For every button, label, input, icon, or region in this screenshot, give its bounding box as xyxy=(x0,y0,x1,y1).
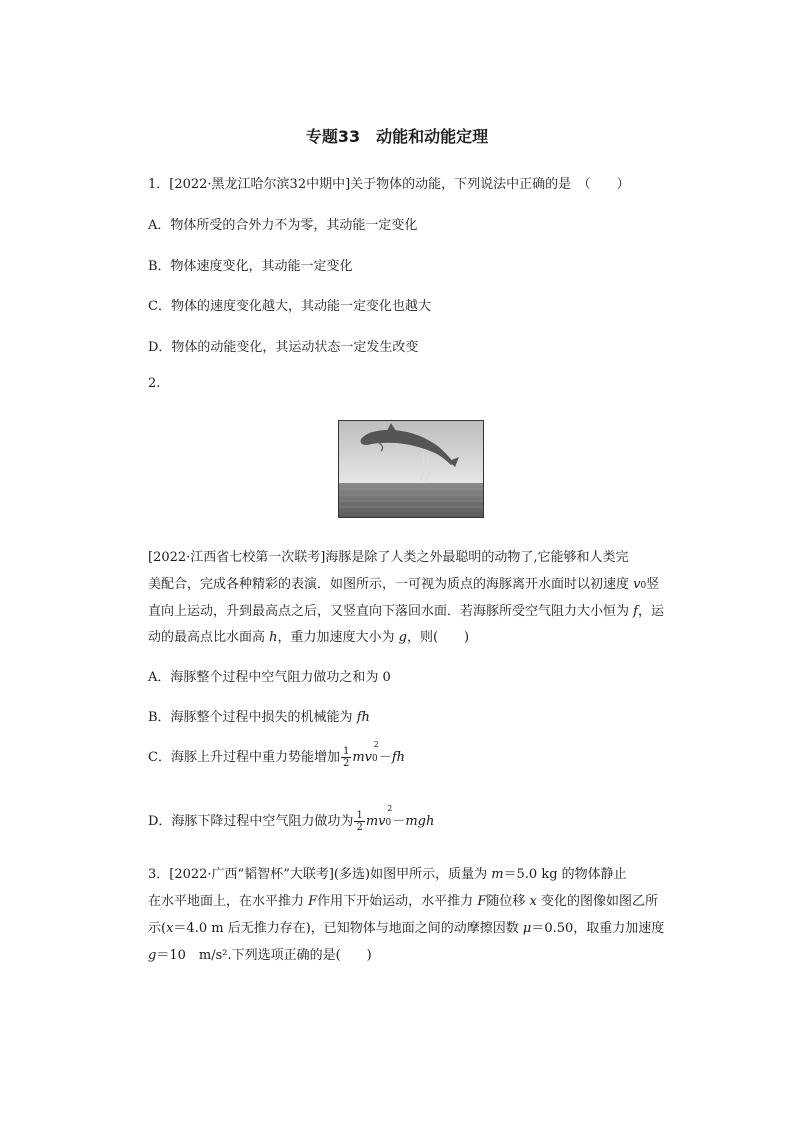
q3-line2 xyxy=(148,890,658,909)
q3-text: 随位移 xyxy=(486,894,530,909)
superscript-2: 2 xyxy=(387,804,393,813)
var-f: f xyxy=(633,604,638,619)
q1-option-d: D．物体的动能变化，其运动状态一定发生改变 xyxy=(148,340,419,355)
q3-text: ＝4.0 m 后无推力存在)，已知物体与地面之间的动摩擦因数 xyxy=(173,921,523,936)
q3-text: 在水平地面上，在水平推力 xyxy=(148,894,309,909)
q2-number: 2. xyxy=(148,376,161,391)
q2-stem-line2 xyxy=(148,573,659,592)
minus-sign: － xyxy=(392,814,406,829)
subscript-0: 0 xyxy=(385,818,392,828)
q2-option-c xyxy=(148,740,406,769)
q2-stem-line3 xyxy=(148,600,664,619)
q1-option-a: A．物体所受的合外力不为零，其动能一定变化 xyxy=(148,218,418,233)
fraction-denominator: 2 xyxy=(342,758,350,769)
minus-sign: － xyxy=(378,750,392,765)
q3-text: 3．[2022·广西“韬智杯”大联考](多选)如图甲所示，质量为 xyxy=(148,867,492,882)
q3-text: 变化的图像如图乙所 xyxy=(536,894,658,909)
superscript-2: 2 xyxy=(373,740,379,749)
q2-option-b-text: B．海豚整个过程中损失的机械能为 xyxy=(148,710,357,725)
q2-option-b xyxy=(148,706,370,725)
q3-text: ＝5.0 kg 的物体静止 xyxy=(503,867,627,882)
q2-stem-text: 竖 xyxy=(646,577,660,592)
var-h: h xyxy=(269,630,278,645)
q1-option-c: C．物体的速度变化越大，其动能一定变化也越大 xyxy=(148,299,431,314)
var-mv: mv xyxy=(352,750,372,765)
q3-text: ＝0.50，取重力加速度 xyxy=(531,921,665,936)
var-m: m xyxy=(491,867,504,882)
var-mu: μ xyxy=(522,921,532,936)
page-title: 专题33 动能和动能定理 xyxy=(305,127,489,146)
dolphin-photo xyxy=(338,420,484,518)
subscript-0: 0 xyxy=(372,754,378,764)
var-F: F xyxy=(308,894,318,909)
q3-line1 xyxy=(148,863,627,882)
fraction-half xyxy=(354,810,364,833)
q2-option-b-expr: fh xyxy=(356,710,370,725)
q1-option-b: B．物体速度变化，其动能一定变化 xyxy=(148,259,353,274)
var-v: v xyxy=(633,577,641,592)
q3-line4 xyxy=(148,944,372,963)
q3-text: ＝10 m/s².下列选项正确的是( ) xyxy=(156,948,372,963)
q2-option-d-text: D．海豚下降过程中空气阻力做功为 xyxy=(148,814,354,829)
q2-stem-text: 直向上运动，升到最高点之后，又竖直向下落回水面．若海豚所受空气阻力大小恒为 xyxy=(148,604,634,619)
q2-option-c-text: C．海豚上升过程中重力势能增加 xyxy=(148,750,340,765)
fraction-numerator: 1 xyxy=(356,810,363,821)
q2-stem-line1: [2022·江西省七校第一次联考]海豚是除了人类之外最聪明的动物了,它能够和人类完 xyxy=(148,550,629,565)
q2-stem-text: ，则( ) xyxy=(406,630,470,645)
var-fh: fh xyxy=(391,750,406,765)
var-mv: mv xyxy=(365,814,386,829)
subscript-0: 0 xyxy=(640,581,647,591)
var-x: x xyxy=(529,894,537,909)
q2-option-d xyxy=(148,804,435,833)
q1-stem: 1．[2022·黑龙江哈尔滨32中期中]关于物体的动能，下列说法中正确的是 （ ） xyxy=(148,177,630,192)
q2-option-a: A．海豚整个过程中空气阻力做功之和为 0 xyxy=(148,670,391,685)
q2-stem-text: 美配合，完成各种精彩的表演．如图所示，一可视为质点的海豚离开水面时以初速度 xyxy=(148,577,634,592)
dolphin-image xyxy=(339,421,483,517)
var-x: x xyxy=(166,921,174,936)
q3-text: 示( xyxy=(148,921,167,936)
q3-text: 作用下开始运动，水平推力 xyxy=(317,894,478,909)
var-g: g xyxy=(398,630,407,645)
var-mgh: mgh xyxy=(405,814,435,829)
q2-stem-line4 xyxy=(148,626,469,645)
fraction-denominator: 2 xyxy=(356,822,363,833)
fraction-numerator: 1 xyxy=(342,746,350,757)
q2-stem-text: ，重力加速度大小为 xyxy=(277,630,399,645)
q2-stem-text: 动的最高点比水面高 xyxy=(148,630,270,645)
q2-stem-text: ，运 xyxy=(637,604,664,619)
var-F: F xyxy=(477,894,487,909)
q3-line3 xyxy=(148,917,664,936)
var-g: g xyxy=(148,948,157,963)
fraction-half xyxy=(341,746,351,769)
